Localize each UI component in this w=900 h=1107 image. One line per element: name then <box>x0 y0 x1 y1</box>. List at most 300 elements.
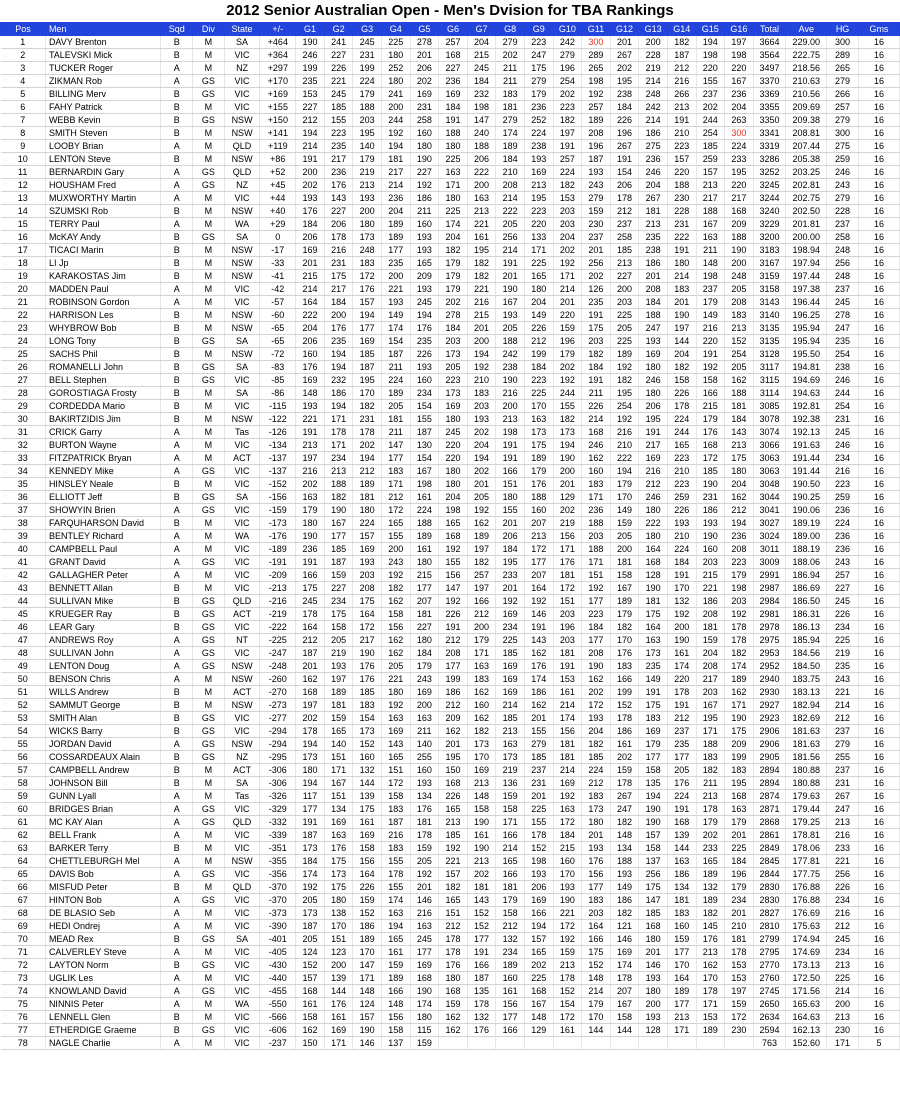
table-cell: 173 <box>553 426 582 439</box>
table-cell: 191 <box>667 699 696 712</box>
table-cell: M <box>193 101 225 114</box>
table-row <box>1 959 900 972</box>
table-cell: A <box>161 569 193 582</box>
table-cell: 200 <box>496 400 525 413</box>
table-cell: 201 <box>467 322 496 335</box>
table-cell: 156 <box>381 621 410 634</box>
table-cell: 208 <box>496 179 525 192</box>
table-cell: 184 <box>639 296 668 309</box>
table-cell: VIC <box>224 374 260 387</box>
table-cell: 196 <box>553 621 582 634</box>
table-cell: 235 <box>639 660 668 673</box>
table-cell: 214 <box>496 842 525 855</box>
table-cell: 201 <box>582 244 611 257</box>
table-cell: 180 <box>639 387 668 400</box>
table-cell: 190 <box>467 842 496 855</box>
table-cell: 203 <box>439 335 468 348</box>
table-cell: 216 <box>496 387 525 400</box>
table-cell: 246 <box>639 374 668 387</box>
table-cell: 225 <box>610 335 639 348</box>
table-cell: B <box>161 49 193 62</box>
table-cell: 177 <box>582 881 611 894</box>
table-cell: 247 <box>827 322 859 335</box>
table-cell: 179 <box>467 634 496 647</box>
table-cell: 149 <box>639 673 668 686</box>
bowler-name-cell: LENNELL Glen <box>45 1011 160 1024</box>
table-cell: 2844 <box>753 868 786 881</box>
table-cell: 235 <box>827 335 859 348</box>
table-cell: 255 <box>410 751 439 764</box>
table-row <box>1 608 900 621</box>
table-cell: 212 <box>582 777 611 790</box>
table-cell: GS <box>193 361 225 374</box>
table-cell: 184 <box>725 413 754 426</box>
table-cell: 182.69 <box>786 712 827 725</box>
table-cell: 217 <box>381 166 410 179</box>
table-cell: 172 <box>582 699 611 712</box>
table-cell: 176 <box>667 777 696 790</box>
table-cell: 201 <box>496 517 525 530</box>
table-row <box>1 621 900 634</box>
table-cell: 204 <box>467 36 496 49</box>
table-cell: -115 <box>260 400 296 413</box>
table-cell: 234 <box>324 452 353 465</box>
table-cell: 178 <box>610 712 639 725</box>
table-cell: 169 <box>296 374 325 387</box>
table-cell: 2871 <box>753 803 786 816</box>
table-cell: 202 <box>696 829 725 842</box>
table-cell: 178 <box>410 829 439 842</box>
table-row <box>1 348 900 361</box>
table-cell: 216 <box>381 829 410 842</box>
table-cell: 243 <box>582 179 611 192</box>
table-cell: 166 <box>496 868 525 881</box>
table-cell: 182 <box>467 556 496 569</box>
table-cell: B <box>161 1024 193 1037</box>
table-cell: 231 <box>410 101 439 114</box>
table-cell: M <box>193 764 225 777</box>
table-cell: 151 <box>496 478 525 491</box>
table-cell: 193 <box>639 335 668 348</box>
table-cell: 174 <box>410 998 439 1011</box>
table-cell: 175 <box>324 881 353 894</box>
table-cell: 16 <box>858 127 899 140</box>
table-cell: 204 <box>725 101 754 114</box>
table-cell: +44 <box>260 192 296 205</box>
table-cell: 148 <box>353 985 382 998</box>
table-cell: 16 <box>858 855 899 868</box>
bowler-name-cell: GRANT David <box>45 556 160 569</box>
table-cell: 166 <box>696 387 725 400</box>
table-row <box>1 101 900 114</box>
table-cell: 173 <box>324 868 353 881</box>
table-cell: 237 <box>827 218 859 231</box>
table-cell: 183 <box>667 907 696 920</box>
table-cell: 184 <box>553 829 582 842</box>
table-cell: 21 <box>1 296 46 309</box>
table-cell: A <box>161 166 193 179</box>
table-cell: 159 <box>725 998 754 1011</box>
table-cell: 3063 <box>753 465 786 478</box>
table-cell: 278 <box>827 309 859 322</box>
table-cell: 177 <box>296 803 325 816</box>
table-cell: 144 <box>582 1024 611 1037</box>
table-cell: VIC <box>224 621 260 634</box>
table-cell: 177 <box>381 452 410 465</box>
table-cell: 178 <box>725 621 754 634</box>
table-cell: 203 <box>353 114 382 127</box>
table-cell: 178 <box>610 972 639 985</box>
table-cell: 188 <box>524 491 553 504</box>
table-cell: 202 <box>553 244 582 257</box>
table-cell: 200 <box>467 179 496 192</box>
table-cell: 182 <box>439 881 468 894</box>
table-cell: 41 <box>1 556 46 569</box>
table-cell: 2845 <box>753 855 786 868</box>
table-cell: 175 <box>324 270 353 283</box>
table-cell: 193 <box>324 660 353 673</box>
table-cell: 198 <box>725 582 754 595</box>
bowler-name-cell: SULLIVAN Mike <box>45 595 160 608</box>
table-cell: 202 <box>553 88 582 101</box>
table-cell: 199 <box>524 348 553 361</box>
table-cell: 47 <box>1 634 46 647</box>
table-cell: 174 <box>553 712 582 725</box>
column-header: G1 <box>296 23 325 36</box>
table-cell: 183 <box>381 465 410 478</box>
table-cell: 202.75 <box>786 192 827 205</box>
table-cell: 213 <box>827 816 859 829</box>
table-cell: 193 <box>582 842 611 855</box>
table-cell: 221 <box>827 686 859 699</box>
table-cell: QLD <box>224 166 260 179</box>
table-cell: 180 <box>639 530 668 543</box>
table-cell: 165 <box>524 946 553 959</box>
table-cell: 167 <box>610 582 639 595</box>
table-cell: 201 <box>553 296 582 309</box>
table-cell: 198 <box>496 426 525 439</box>
table-row <box>1 426 900 439</box>
table-cell: 192 <box>410 179 439 192</box>
table-cell: SA <box>224 36 260 49</box>
table-cell: 206 <box>610 179 639 192</box>
table-row <box>1 569 900 582</box>
table-cell: 192 <box>696 361 725 374</box>
table-cell: -122 <box>260 413 296 426</box>
table-row <box>1 803 900 816</box>
table-cell: 213 <box>353 179 382 192</box>
table-cell: 195 <box>696 712 725 725</box>
table-cell: 206 <box>639 400 668 413</box>
table-cell: 191 <box>296 556 325 569</box>
table-cell: 183 <box>353 699 382 712</box>
table-cell: 152 <box>582 959 611 972</box>
table-cell: 255 <box>827 751 859 764</box>
table-cell: 223 <box>324 127 353 140</box>
table-cell: 202.50 <box>786 205 827 218</box>
table-cell: 192 <box>467 504 496 517</box>
table-cell: 133 <box>524 231 553 244</box>
table-cell: 220 <box>696 62 725 75</box>
table-cell: 210 <box>667 127 696 140</box>
table-cell: 214 <box>553 699 582 712</box>
table-cell: 203 <box>467 400 496 413</box>
table-cell: 256 <box>496 231 525 244</box>
table-row <box>1 179 900 192</box>
table-cell: -222 <box>260 621 296 634</box>
table-cell: 169 <box>496 686 525 699</box>
table-row <box>1 920 900 933</box>
table-cell: 16 <box>858 283 899 296</box>
table-cell: B <box>161 309 193 322</box>
bowler-name-cell: FARQUHARSON David <box>45 517 160 530</box>
table-cell: 211 <box>381 426 410 439</box>
table-cell: 204 <box>439 231 468 244</box>
table-cell: -189 <box>260 543 296 556</box>
table-cell: A <box>161 218 193 231</box>
table-cell: 16 <box>858 153 899 166</box>
table-cell: A <box>161 816 193 829</box>
table-cell: 223 <box>582 608 611 621</box>
table-cell: 154 <box>353 712 382 725</box>
table-cell: 162 <box>725 491 754 504</box>
table-cell: 190 <box>639 816 668 829</box>
table-cell: 188 <box>496 335 525 348</box>
table-cell: 278 <box>410 36 439 49</box>
table-cell: 159 <box>439 998 468 1011</box>
table-cell: 185.94 <box>786 634 827 647</box>
table-cell: 231 <box>324 257 353 270</box>
table-cell: 3286 <box>753 153 786 166</box>
table-cell: 212 <box>496 920 525 933</box>
table-cell: 205 <box>725 361 754 374</box>
table-cell: 3115 <box>753 374 786 387</box>
table-cell: 201 <box>639 946 668 959</box>
table-cell: 179 <box>296 504 325 517</box>
table-cell: 160 <box>553 855 582 868</box>
table-cell: +169 <box>260 88 296 101</box>
table-cell: 210 <box>467 374 496 387</box>
table-header-row <box>1 23 900 36</box>
bowler-name-cell: ROMANELLI John <box>45 361 160 374</box>
table-cell: 234 <box>496 621 525 634</box>
table-cell: 223 <box>725 556 754 569</box>
table-cell: M <box>193 322 225 335</box>
table-cell: 169 <box>496 608 525 621</box>
bowler-name-cell: LENTON Doug <box>45 660 160 673</box>
table-cell: 172 <box>696 452 725 465</box>
table-row <box>1 972 900 985</box>
table-cell: 159 <box>324 569 353 582</box>
table-cell: 190 <box>296 36 325 49</box>
table-cell: 219 <box>553 517 582 530</box>
table-cell: 177 <box>496 1011 525 1024</box>
table-cell: 182.94 <box>786 699 827 712</box>
table-cell: VIC <box>224 842 260 855</box>
table-cell: 220 <box>725 62 754 75</box>
table-cell: 214 <box>827 985 859 998</box>
table-cell: 227 <box>324 205 353 218</box>
table-cell: 193 <box>353 556 382 569</box>
table-cell: 180 <box>381 686 410 699</box>
table-cell: 243 <box>827 556 859 569</box>
table-cell: 176 <box>410 803 439 816</box>
table-row <box>1 452 900 465</box>
table-cell: 163 <box>439 166 468 179</box>
table-cell: 180 <box>639 504 668 517</box>
table-cell: 34 <box>1 465 46 478</box>
table-cell: A <box>161 985 193 998</box>
table-cell: 195.94 <box>786 335 827 348</box>
table-cell: 180 <box>439 465 468 478</box>
table-cell: 194.69 <box>786 374 827 387</box>
table-cell: 190 <box>725 712 754 725</box>
table-row <box>1 361 900 374</box>
table-cell: 152 <box>524 842 553 855</box>
table-cell: 189 <box>353 478 382 491</box>
table-cell: 226 <box>667 387 696 400</box>
table-cell: 7 <box>1 114 46 127</box>
table-cell: 162 <box>467 686 496 699</box>
table-cell: 201 <box>610 36 639 49</box>
table-row <box>1 49 900 62</box>
table-cell: 160 <box>296 348 325 361</box>
table-cell: 134 <box>610 842 639 855</box>
table-cell: 202 <box>296 712 325 725</box>
table-row <box>1 790 900 803</box>
table-cell: M <box>193 153 225 166</box>
table-cell: 163 <box>524 413 553 426</box>
table-cell: 200 <box>467 621 496 634</box>
table-cell: 176 <box>467 1024 496 1037</box>
table-cell: 159 <box>610 517 639 530</box>
table-cell: 166 <box>582 933 611 946</box>
table-cell: 72 <box>1 959 46 972</box>
bowler-name-cell: DAVY Brenton <box>45 36 160 49</box>
table-cell: 175 <box>353 595 382 608</box>
table-cell: 279 <box>827 114 859 127</box>
table-cell: 182 <box>610 374 639 387</box>
table-cell: 152 <box>553 985 582 998</box>
table-cell: 213 <box>467 777 496 790</box>
table-cell: 222 <box>610 452 639 465</box>
table-cell: B <box>161 374 193 387</box>
table-cell: 205 <box>324 634 353 647</box>
table-cell: 257 <box>582 101 611 114</box>
table-cell: 148 <box>582 972 611 985</box>
table-cell: NSW <box>224 127 260 140</box>
table-cell: 185 <box>639 907 668 920</box>
table-cell: 160 <box>353 751 382 764</box>
table-cell: 186 <box>610 725 639 738</box>
table-cell: 200 <box>610 283 639 296</box>
table-cell: 205 <box>467 491 496 504</box>
table-cell: 203 <box>725 595 754 608</box>
table-cell: 150 <box>439 764 468 777</box>
table-cell: 153 <box>553 673 582 686</box>
table-cell: 189 <box>524 452 553 465</box>
table-cell: 177 <box>667 751 696 764</box>
table-cell: 181 <box>496 881 525 894</box>
table-cell: B <box>161 270 193 283</box>
table-cell: VIC <box>224 803 260 816</box>
table-cell: VIC <box>224 49 260 62</box>
table-cell: 189 <box>324 686 353 699</box>
bowler-name-cell: HINTON Bob <box>45 894 160 907</box>
table-cell: GS <box>193 595 225 608</box>
table-cell: +40 <box>260 205 296 218</box>
table-cell: 190.25 <box>786 491 827 504</box>
table-cell: 165 <box>439 894 468 907</box>
table-cell <box>667 1037 696 1050</box>
table-cell: A <box>161 465 193 478</box>
table-cell: 184 <box>324 296 353 309</box>
table-cell: 236 <box>639 153 668 166</box>
table-cell: B <box>161 582 193 595</box>
table-cell: 38 <box>1 517 46 530</box>
table-cell: -159 <box>260 504 296 517</box>
table-cell: 226 <box>610 114 639 127</box>
table-cell: 234 <box>410 387 439 400</box>
table-cell: 164 <box>667 972 696 985</box>
table-cell: 205 <box>610 322 639 335</box>
table-cell: 202 <box>467 426 496 439</box>
bowler-name-cell: TALEVSKI Mick <box>45 49 160 62</box>
table-cell: 2650 <box>753 998 786 1011</box>
table-cell: GS <box>193 231 225 244</box>
table-cell: 16 <box>858 946 899 959</box>
table-cell: 221 <box>381 673 410 686</box>
table-cell: VIC <box>224 556 260 569</box>
table-cell: A <box>161 920 193 933</box>
table-cell: 152 <box>725 335 754 348</box>
table-cell: 194 <box>696 36 725 49</box>
table-cell: -373 <box>260 907 296 920</box>
table-cell: 175 <box>524 62 553 75</box>
bowler-name-cell: FAHY Patrick <box>45 101 160 114</box>
table-cell: 220 <box>725 179 754 192</box>
table-cell: 213 <box>667 1011 696 1024</box>
table-cell: 182 <box>610 621 639 634</box>
table-cell: 189.00 <box>786 530 827 543</box>
table-cell: VIC <box>224 894 260 907</box>
table-cell: 232 <box>467 88 496 101</box>
table-cell: 49 <box>1 660 46 673</box>
table-cell: GS <box>193 88 225 101</box>
table-cell: 215 <box>296 270 325 283</box>
table-row <box>1 946 900 959</box>
table-cell: 192 <box>610 361 639 374</box>
table-cell: 75 <box>1 998 46 1011</box>
table-cell: 180 <box>439 478 468 491</box>
table-cell: 164 <box>639 543 668 556</box>
table-cell: 3369 <box>753 88 786 101</box>
table-cell: 178 <box>696 985 725 998</box>
table-cell: 225 <box>381 36 410 49</box>
table-cell: 181 <box>639 205 668 218</box>
table-cell: A <box>161 907 193 920</box>
table-cell: VIC <box>224 88 260 101</box>
table-cell: 180 <box>296 764 325 777</box>
table-cell: 135 <box>639 777 668 790</box>
table-cell: 214 <box>553 764 582 777</box>
table-cell: 185 <box>324 543 353 556</box>
table-cell: 234 <box>496 946 525 959</box>
column-header: G15 <box>696 23 725 36</box>
table-cell: 169 <box>553 777 582 790</box>
table-cell: 202 <box>582 686 611 699</box>
column-header: G5 <box>410 23 439 36</box>
